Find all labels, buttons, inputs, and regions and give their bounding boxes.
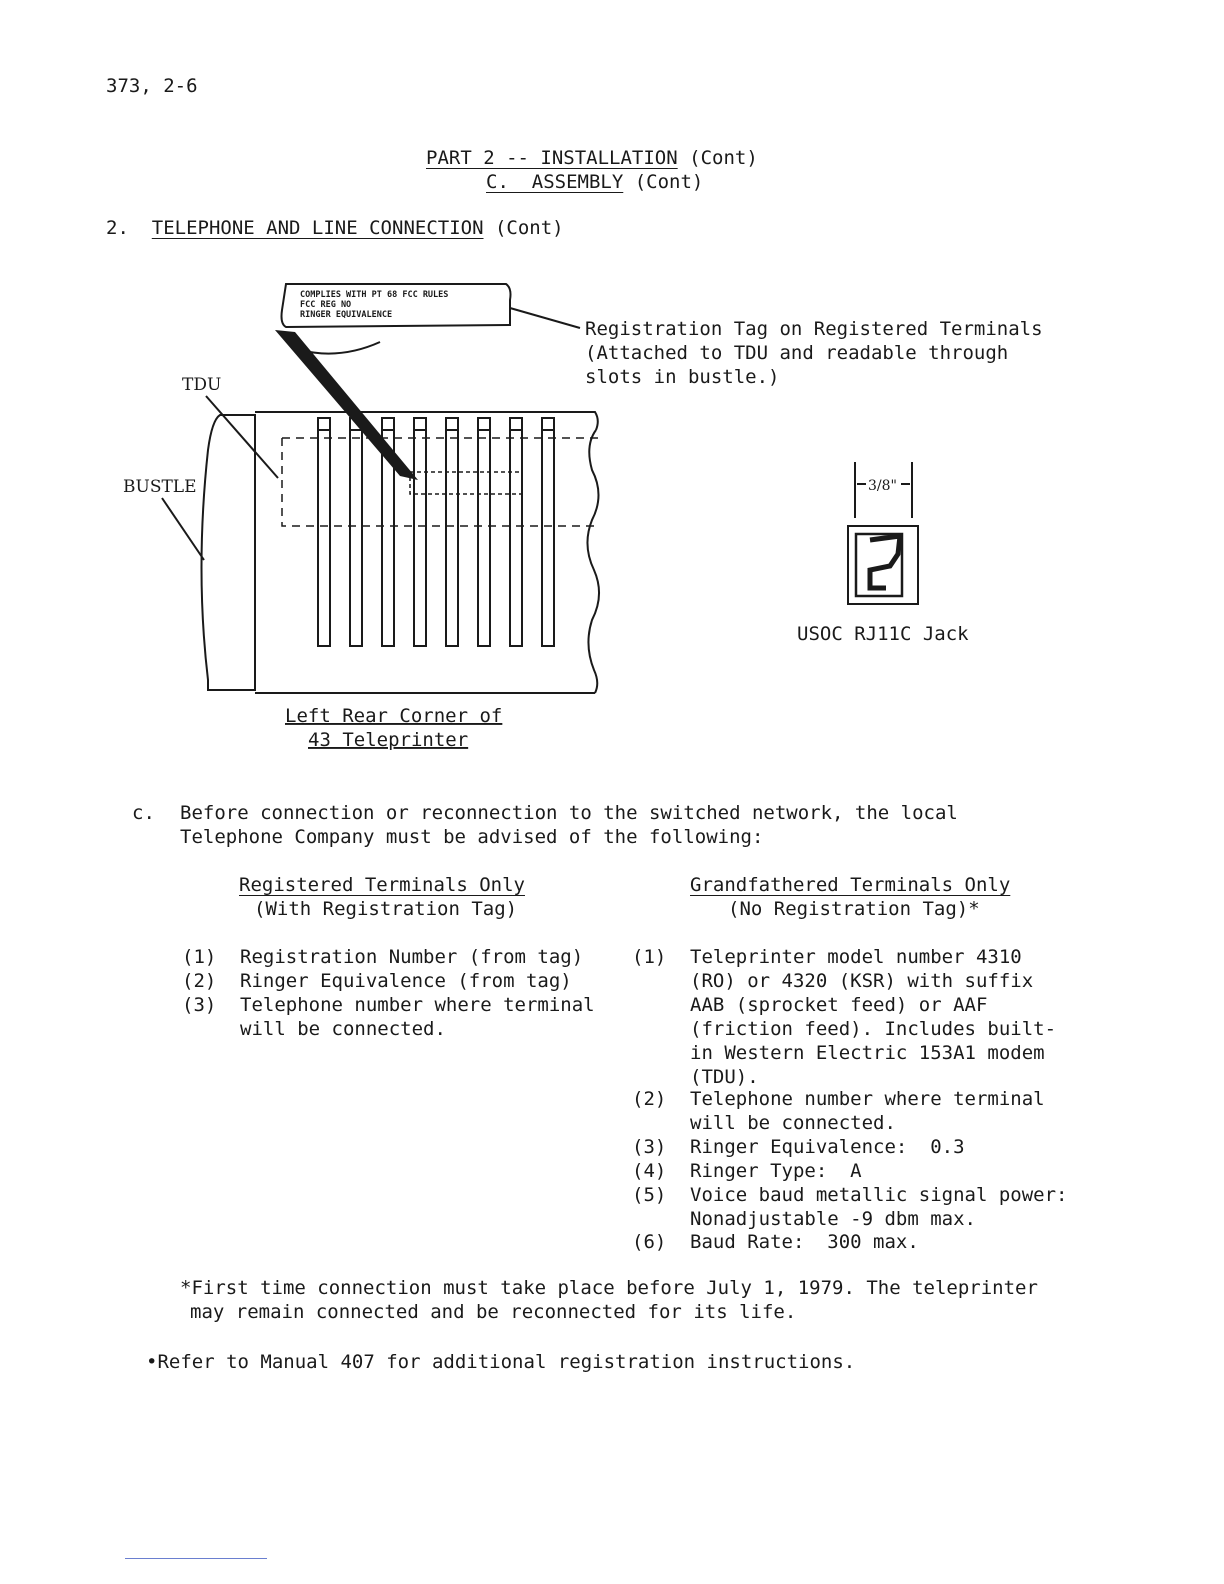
tag-text-3: RINGER EQUIVALENCE: [300, 310, 393, 320]
bullet-note: [146, 1350, 855, 1374]
callout-line: [510, 308, 580, 328]
bustle-slot: [478, 418, 490, 646]
part-title-cont: (Cont): [689, 147, 758, 169]
grandfathered-item-text: (RO) or 4320 (KSR) with suffix: [690, 970, 1034, 992]
bustle-slot: [350, 418, 362, 646]
bustle-right-edge: [587, 430, 599, 693]
grandfathered-item-num: (4): [632, 1160, 667, 1182]
part-title: [426, 146, 758, 170]
label-bustle: BUSTLE: [123, 477, 197, 497]
grandfathered-item-text: Ringer Equivalence: 0.3: [690, 1136, 965, 1158]
registered-heading: Registered Terminals Only: [239, 874, 525, 896]
registered-item-num: (2): [182, 970, 217, 992]
bustle-leader: [162, 498, 204, 560]
registered-item-text: Ringer Equivalence (from tag): [240, 970, 572, 992]
grandfathered-subheading: (No Registration Tag)*: [728, 898, 980, 920]
grandfathered-item-num: (3): [632, 1136, 667, 1158]
label-tdu: TDU: [182, 375, 222, 395]
grandfathered-item-num: (5): [632, 1184, 667, 1206]
bustle-outline: [202, 415, 256, 690]
jack-contact: [870, 536, 900, 588]
registered-item-num: (1): [182, 946, 217, 968]
tdu-leader: [206, 396, 278, 478]
section-heading: [106, 216, 564, 240]
bustle-slot: [510, 418, 522, 646]
subsection-title-cont: (Cont): [634, 171, 704, 193]
grandfathered-item-text: Voice baud metallic signal power:: [690, 1184, 1068, 1206]
figure-caption-1: Left Rear Corner of: [285, 705, 503, 727]
callout-text-2: (Attached to TDU and readable through: [585, 342, 1009, 364]
bustle-slot: [542, 418, 554, 646]
grandfathered-heading: Grandfathered Terminals Only: [690, 874, 1011, 896]
para-letter: c.: [132, 802, 155, 824]
jack-dimension-label: 3/8": [868, 478, 897, 494]
grandfathered-item-text: in Western Electric 153A1 modem: [690, 1042, 1045, 1064]
bustle-slot: [446, 418, 458, 646]
section-heading-cont: (Cont): [494, 217, 564, 239]
registered-item-num: (3): [182, 994, 217, 1016]
callout-text-3: slots in bustle.): [585, 366, 780, 388]
part-title-main: PART 2 -- INSTALLATION: [426, 147, 678, 169]
page-number: 373, 2-6: [106, 75, 198, 97]
grandfathered-item-text: Teleprinter model number 4310: [690, 946, 1022, 968]
grandfathered-item-text: Baud Rate: 300 max.: [690, 1231, 919, 1253]
section-heading-text: TELEPHONE AND LINE CONNECTION: [151, 217, 484, 239]
bustle-slot: [318, 418, 330, 646]
grandfathered-item-text: AAB (sprocket feed) or AAF: [690, 994, 988, 1016]
jack-caption: USOC RJ11C Jack: [797, 623, 969, 645]
para-c-line1: Before connection or reconnection to the switched network, the local: [180, 802, 958, 824]
section-number: 2.: [106, 217, 129, 239]
subsection-title-main: C. ASSEMBLY: [486, 171, 624, 193]
registered-item-text: Registration Number (from tag): [240, 946, 584, 968]
grandfathered-item-text: Nonadjustable -9 dbm max.: [690, 1208, 976, 1230]
grandfathered-item-text: (friction feed). Includes built-: [690, 1018, 1057, 1040]
bottom-rule: [125, 1558, 267, 1559]
registered-subheading: (With Registration Tag): [254, 898, 518, 920]
tag-text-1: COMPLIES WITH PT 68 FCC RULES: [300, 290, 449, 300]
tag-curve: [300, 342, 380, 354]
bullet-icon: •: [146, 1351, 158, 1373]
footnote-line1: *First time connection must take place before July 1, 1979. The teleprinter: [180, 1277, 1038, 1299]
grandfathered-item-text: (TDU).: [690, 1066, 759, 1088]
callout-text-1: Registration Tag on Registered Terminals: [585, 318, 1043, 340]
tag-text-2: FCC REG NO: [300, 300, 352, 310]
grandfathered-item-text: Telephone number where terminal: [690, 1088, 1045, 1110]
grandfathered-item-num: (2): [632, 1088, 667, 1110]
bustle-slot: [414, 418, 426, 646]
para-c-line2: Telephone Company must be advised of the following:: [180, 826, 764, 848]
teleprinter-diagram: [100, 270, 1043, 760]
footnote-line2: may remain connected and be reconnected for its life.: [190, 1301, 797, 1323]
bullet-note-text: Refer to Manual 407 for additional registration instructions.: [157, 1351, 856, 1373]
registered-item-text: will be connected.: [240, 1018, 446, 1040]
figure-caption-2: 43 Teleprinter: [308, 729, 469, 751]
grandfathered-item-num: (1): [632, 946, 667, 968]
subsection-title: [486, 170, 703, 194]
grandfathered-item-text: will be connected.: [690, 1112, 896, 1134]
grandfathered-item-text: Ringer Type: A: [690, 1160, 862, 1182]
grandfathered-item-num: (6): [632, 1231, 667, 1253]
registered-item-text: Telephone number where terminal: [240, 994, 595, 1016]
